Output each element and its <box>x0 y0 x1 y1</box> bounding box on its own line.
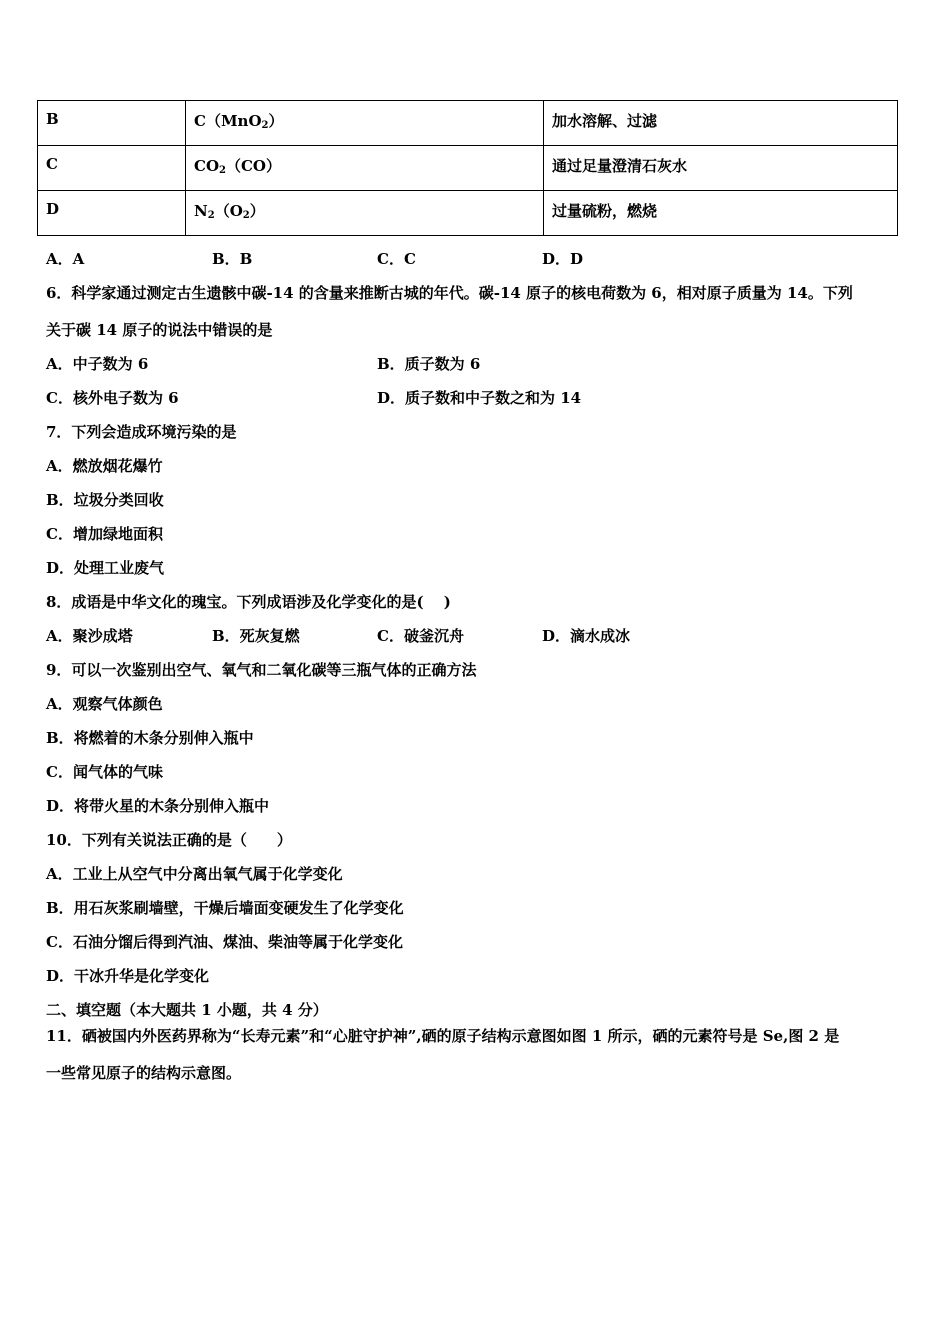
q9-choice-b: B．将燃着的木条分别伸入瓶中 <box>46 729 254 747</box>
q9-choice-a: A．观察气体颜色 <box>46 695 163 713</box>
q5-choice-d: D．D <box>542 250 584 268</box>
row-label: C <box>38 146 186 191</box>
row-label: D <box>38 191 186 236</box>
q8-choice-d: D．滴水成冰 <box>542 627 631 645</box>
q5-choice-a: A．A <box>46 250 85 268</box>
q6-choice-b: B．质子数为 6 <box>377 355 481 373</box>
q10-choice-b: B．用石灰浆刷墙壁，干燥后墙面变硬发生了化学变化 <box>46 899 404 917</box>
q6-choice-d: D．质子数和中子数之和为 14 <box>377 389 582 407</box>
q6-stem-line2: 关于碳 14 原子的说法中错误的是 <box>46 321 273 339</box>
q8-stem: 8．成语是中华文化的瑰宝。下列成语涉及化学变化的是( ) <box>46 593 451 611</box>
q8-choice-c: C．破釜沉舟 <box>377 627 464 645</box>
q6-choice-a: A．中子数为 6 <box>46 355 149 373</box>
row-label: B <box>38 101 186 146</box>
table-row <box>38 101 898 146</box>
q6-stem-line1: 6．科学家通过测定古生遗骸中碳-14 的含量来推断古城的年代。碳-14 原子的核电荷数为 6，相对原子质量为 14。下列 <box>46 284 853 302</box>
method-cell: 过量硫粉，燃烧 <box>544 191 898 236</box>
substance-cell: $CO_2(CO)$ <box>186 146 544 191</box>
q11-stem-line1: 11．硒被国内外医药界称为“长寿元素”和“心脏守护神”,硒的原子结构示意图如图 1 所示，硒的元素符号是 Se,图 2 是 <box>46 1027 840 1045</box>
q7-choice-b: B．垃圾分类回收 <box>46 491 164 509</box>
table-row <box>38 191 898 236</box>
table-row <box>38 146 898 191</box>
method-cell: 通过足量澄清石灰水 <box>544 146 898 191</box>
q7-stem: 7．下列会造成环境污染的是 <box>46 423 237 441</box>
q7-choice-c: C．增加绿地面积 <box>46 525 163 543</box>
q10-choice-c: C．石油分馏后得到汽油、煤油、柴油等属于化学变化 <box>46 933 403 951</box>
method-cell: 加水溶解、过滤 <box>544 101 898 146</box>
substance-cell: C（MnO$_2$） <box>186 101 544 146</box>
q9-stem: 9．可以一次鉴别出空气、氧气和二氧化碳等三瓶气体的正确方法 <box>46 661 477 679</box>
q5-choice-c: C．C <box>377 250 416 268</box>
q7-choice-d: D．处理工业废气 <box>46 559 165 577</box>
q10-choice-a: A．工业上从空气中分离出氧气属于化学变化 <box>46 865 343 883</box>
q11-stem-line2: 一些常见原子的结构示意图。 <box>46 1064 242 1082</box>
options-table <box>37 100 898 236</box>
q8-choice-a: A．聚沙成塔 <box>46 627 133 645</box>
section-title: 二、填空题（本大题共 1 小题，共 4 分） <box>46 1001 328 1019</box>
q6-choice-c: C．核外电子数为 6 <box>46 389 179 407</box>
q9-choice-c: C．闻气体的气味 <box>46 763 163 781</box>
q10-choice-d: D．干冰升华是化学变化 <box>46 967 210 985</box>
q10-stem: 10．下列有关说法正确的是（ ） <box>46 831 292 849</box>
q5-choice-b: B．B <box>212 250 253 268</box>
q9-choice-d: D．将带火星的木条分别伸入瓶中 <box>46 797 270 815</box>
substance-cell: $N_2(O_2)$ <box>186 191 544 236</box>
q8-choice-b: B．死灰复燃 <box>212 627 300 645</box>
q7-choice-a: A．燃放烟花爆竹 <box>46 457 163 475</box>
